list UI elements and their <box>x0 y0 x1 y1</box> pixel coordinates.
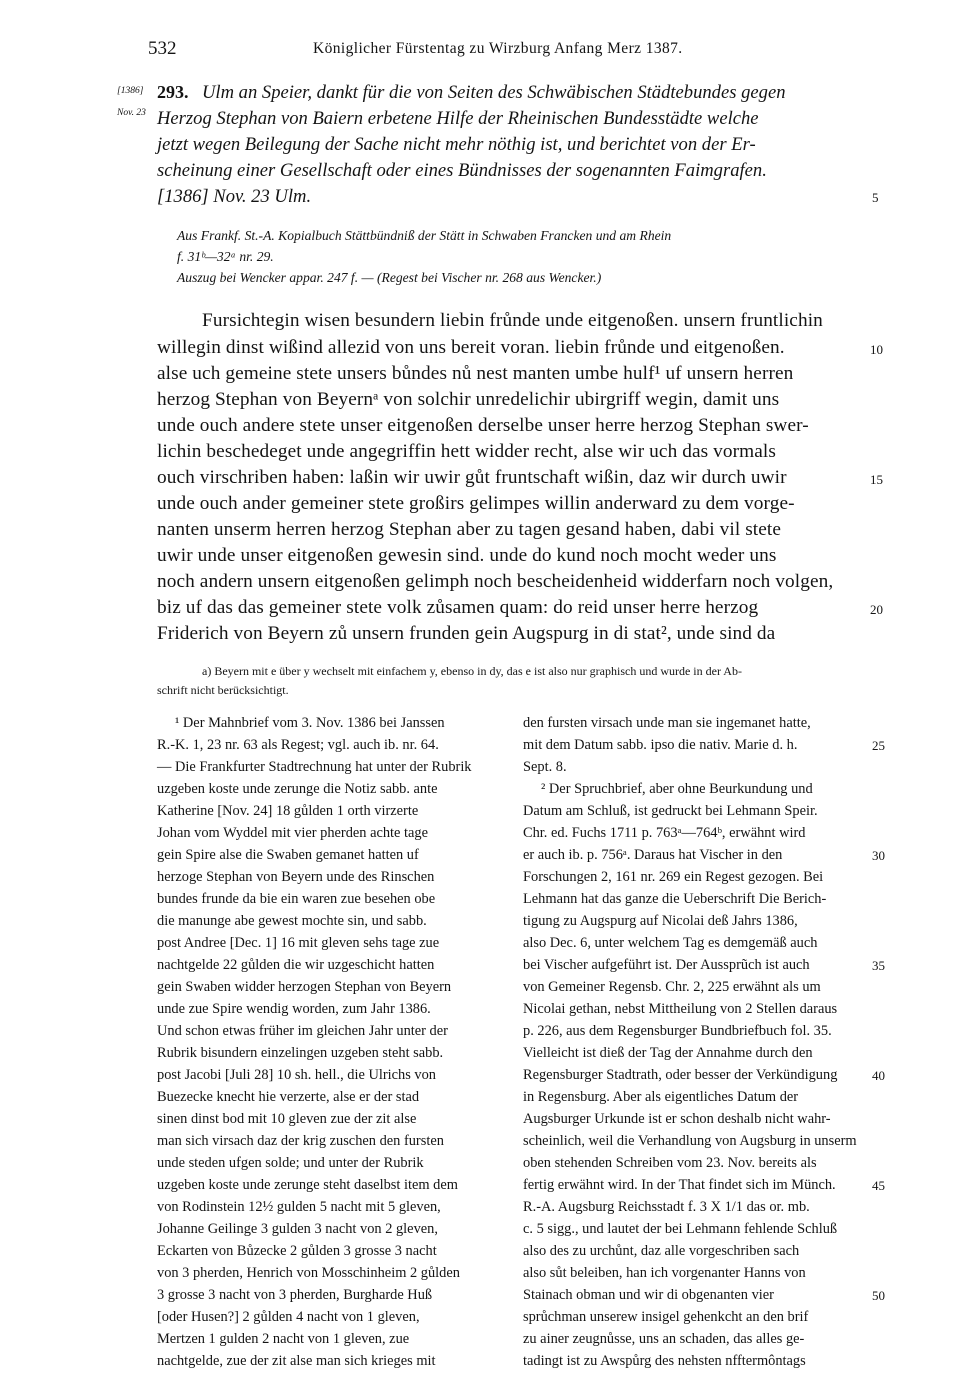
footnote-line: oben stehenden Schreiben vom 23. Nov. bereits als <box>523 1155 817 1171</box>
footnote-line: nachtgelde 22 gůlden die wir uzgeschicht hatten <box>157 957 435 973</box>
footnote-line: nachtgelde, zue der zit alse man sich krieges mit <box>157 1353 436 1369</box>
document-number: 293. <box>157 82 189 102</box>
footnote-line: also sůt beleiben, han ich vorgenanter Hanns von <box>523 1265 806 1281</box>
running-title: Königlicher Fürstentag zu Wirzburg Anfang Merz 1387. <box>313 40 683 57</box>
footnote-line: p. 226, aus dem Regensburger Bundbriefbuch fol. 35. <box>523 1023 832 1039</box>
source-line: Aus Frankf. St.-A. Kopialbuch Stättbündniß der Stätt in Schwaben Francken und am Rhein <box>177 228 672 243</box>
margin-date-day: Nov. 23 <box>117 108 146 118</box>
text-line: Fursichtegin wisen besundern liebin frůnde unde eitgenoßen. unsern fruntlichin <box>202 310 823 331</box>
footnote-line: Vielleicht ist dieß der Tag der Annahme durch den <box>523 1045 813 1061</box>
footnote-line: also des zu urchůnt, daz alle vorgeschriben sach <box>523 1243 800 1259</box>
footnote-line: Forschungen 2, 161 nr. 269 ein Regest gezogen. Bei <box>523 869 824 885</box>
footnote-line: R.-A. Augsburg Reichsstadt f. 3 X 1/1 das or. mb. <box>523 1199 810 1215</box>
footnote-line: Augsburger Urkunde ist er schon deshalb nicht wahr- <box>523 1111 831 1127</box>
footnote-line: ¹ Der Mahnbrief vom 3. Nov. 1386 bei Janssen <box>175 715 445 731</box>
footnote-line: Mertzen 1 gulden 2 nacht von 1 gleven, zue <box>157 1331 410 1347</box>
footnote-line: gein Swaben widder herzogen Stephan von Beyern <box>157 979 452 995</box>
footnote-line: in Regensburg. Aber als eigentliches Datum der <box>523 1089 799 1105</box>
footnote-line: zu ainer zeugnůsse, uns an schaden, das alles ge- <box>523 1331 805 1347</box>
footnote-line: man sich virsach daz der krig zuschen den fursten <box>157 1133 444 1149</box>
footnote-line: Sept. 8. <box>523 759 567 775</box>
footnote-line: von Gemeiner Regensb. Chr. 2, 225 erwähnt als um <box>523 979 821 995</box>
footnote-line: R.-K. 1, 23 nr. 63 als Regest; vgl. auch ib. nr. 64. <box>157 737 439 753</box>
text-line: nanten unserm herren herzog Stephan aber zu tagen gesand haben, dabi vil stete <box>157 519 782 540</box>
headnote-line: Herzog Stephan von Baiern erbetene Hilfe der Rheinischen Bundesstädte welche <box>157 108 759 129</box>
footnote-line: fertig erwähnt wird. In der That findet sich im Münch. <box>523 1177 836 1193</box>
footnote-line: Nicolai gethan, nebst Mittheilung von 2 Stellen daraus <box>523 1001 838 1017</box>
line-number: 25 <box>872 738 885 753</box>
footnote-line: von Rodinstein 12½ gulden 5 nacht mit 5 gleven, <box>157 1199 441 1215</box>
footnote-line: Und schon etwas früher im gleichen Jahr unter der <box>157 1023 448 1039</box>
line-number: 30 <box>872 848 885 863</box>
footnote-line: von 3 pherden, Henrich von Mosschinheim 2 gůlden <box>157 1265 460 1281</box>
source-line: f. 31ᵇ—32ᵃ nr. 29. <box>177 249 274 264</box>
margin-date-year: [1386] <box>117 86 144 96</box>
text-line: herzog Stephan von Beyernᵃ von solchir unredelichir ubirgriff wegin, damit uns <box>157 389 780 410</box>
footnote-line: sinen dinst bod mit 10 gleven zue der zit alse <box>157 1111 417 1127</box>
text-line: uwir unde unser eitgenoßen gewesin sind. unde do kund noch mocht weder uns <box>157 545 777 566</box>
footnote-line: ² Der Spruchbrief, aber ohne Beurkundung und <box>541 781 813 797</box>
footnote-line: Katherine [Nov. 24] 18 gůlden 1 orth virzerte <box>157 803 419 819</box>
footnote-line: bundes frunde da bie ein waren zue besehen obe <box>157 891 436 907</box>
footnote-line: er auch ib. p. 756ᵃ. Daraus hat Vischer in den <box>523 847 783 863</box>
footnote-line: also Dec. 6, unter welchem Tag es demgemäß auch <box>523 935 818 951</box>
apparatus-note: schrift nicht berücksichtigt. <box>157 683 289 697</box>
text-line: Friderich von Beyern zů unsern frunden gein Augspurg in di stat², unde sind da <box>157 623 776 644</box>
text-line: unde ouch andere stete unser eitgenoßen derselbe unser herre herzog Stephan swer- <box>157 415 809 436</box>
footnote-line: Lehmann hat das ganze die Ueberschrift Die Berich- <box>523 891 827 907</box>
footnote-line: Stainach obman und wir di obgenanten vier <box>523 1287 774 1303</box>
line-number: 10 <box>870 342 883 357</box>
headnote-line: jetzt wegen Beilegung der Sache nicht mehr nöthig ist, und berichtet von der Er- <box>157 134 756 155</box>
footnote-line: [oder Husen?] 2 gůlden 4 nacht von 1 gleven, <box>157 1309 420 1325</box>
footnote-line: Johanne Geilinge 3 gulden 3 nacht von 2 gleven, <box>157 1221 438 1237</box>
line-number: 50 <box>872 1288 885 1303</box>
text-line: ouch virschriben haben: laßin wir uwir gůt fruntschaft wißin, daz wir durch uwir <box>157 467 787 488</box>
footnote-line: post Jacobi [Juli 28] 10 sh. hell., die Ulrichs von <box>157 1067 436 1083</box>
footnote-line: c. 5 sigg., und lautet der bei Lehmann fehlende Schluß <box>523 1221 838 1237</box>
footnote-line: 3 grosse 3 nacht von 3 pherden, Burgharde Huß <box>157 1287 433 1303</box>
footnote-line: post Andree [Dec. 1] 16 mit gleven sehs tage zue <box>157 935 440 951</box>
footnote-line: tigung zu Augspurg auf Nicolai deß Jahrs 1386, <box>523 913 798 929</box>
footnote-line: uzgeben koste unde zerunge die Notiz sabb. ante <box>157 781 438 797</box>
line-number: 5 <box>872 190 879 205</box>
headnote-line: [1386] Nov. 23 Ulm. <box>157 186 312 207</box>
text-line: unde ouch ander gemeiner stete großirs gelimpes willin anderward zu dem vorge- <box>157 493 795 514</box>
footnote-line: Eckarten von Bůzecke 2 gůlden 3 grosse 3 nacht <box>157 1243 437 1259</box>
footnote-line: gein Spire alse die Swaben gemanet hatten uf <box>157 847 419 863</box>
line-number: 20 <box>870 602 883 617</box>
page-number: 532 <box>148 38 177 59</box>
footnote-line: Chr. ed. Fuchs 1711 p. 763ᵃ—764ᵇ, erwähnt wird <box>523 825 806 841</box>
footnote-line: scheinlich, weil die Verhandlung von Augsburg in unserm <box>523 1133 857 1149</box>
text-line: lichin beschedeget unde angegriffin hett widder recht, alse wir uch das vormals <box>157 441 776 462</box>
line-number: 40 <box>872 1068 885 1083</box>
footnote-line: mit dem Datum sabb. ipso die nativ. Marie d. h. <box>523 737 798 753</box>
footnote-line: sprůchman unserew insigel gehenkcht an den brif <box>523 1309 809 1325</box>
footnote-line: unde steden ufgen solde; und unter der Rubrik <box>157 1155 424 1171</box>
source-line: Auszug bei Wencker appar. 247 f. — (Regest bei Vischer nr. 268 aus Wencker.) <box>177 270 602 285</box>
footnote-line: Datum am Schluß, ist gedruckt bei Lehmann Speir. <box>523 803 818 819</box>
footnote-line: den fursten virsach unde man sie ingemanet hatte, <box>523 715 811 731</box>
footnote-line: die manunge abe gewest mochte sin, und sabb. <box>157 913 427 929</box>
apparatus-note: a) Beyern mit e über y wechselt mit einfachem y, ebenso in dy, das e ist also nur graphisch und wurde in der Ab- <box>202 664 742 678</box>
footnote-line: herzoge Stephan von Beyern unde des Rinschen <box>157 869 435 885</box>
headnote-line: scheinung einer Gesellschaft oder eines Bündnisses der sogenannten Faimgrafen. <box>157 160 767 181</box>
footnote-line: Buezecke knecht hie verzerte, alse er der stad <box>157 1089 420 1105</box>
footnote-line: Regensburger Stadtrath, oder besser der Verkündigung <box>523 1067 838 1083</box>
footnote-line: bei Vischer aufgeführt ist. Der Aussprũch ist auch <box>523 957 810 973</box>
footnote-line: Rubrik bisundern einzelingen uzgeben steht sabb. <box>157 1045 444 1061</box>
line-number: 15 <box>870 472 883 487</box>
separator-rule <box>158 710 864 711</box>
footnote-line: tadingt ist zu Awspůrg des nehsten nfftermôntags <box>523 1353 806 1369</box>
text-line: noch andern unsern eitgenoßen gelimph noch bescheidenheid widderfarn noch volgen, <box>157 571 834 592</box>
footnote-line: — Die Frankfurter Stadtrechnung hat unter der Rubrik <box>157 759 472 775</box>
text-line: biz uf das das gemeiner stete volk zůsamen quam: do reid unser herre herzog <box>157 597 759 618</box>
text-line: alse uch gemeine stete unsers bůndes nů nest manten umbe hulf¹ uf unsern herren <box>157 363 794 384</box>
footnote-line: unde zue Spire wendig worden, zum Jahr 1386. <box>157 1001 431 1017</box>
footnote-line: uzgeben koste unde zerunge steht daselbst item dem <box>157 1177 458 1193</box>
line-number: 35 <box>872 958 885 973</box>
footnote-line: Johan vom Wyddel mit vier pherden achte tage <box>157 825 429 841</box>
line-number: 45 <box>872 1178 885 1193</box>
text-line: willegin dinst wißind allezid von uns bereit voran. liebin frůnde und eitgenoßen. <box>157 337 785 358</box>
headnote-line: Ulm an Speier, dankt für die von Seiten des Schwäbischen Städtebundes gegen <box>202 82 786 103</box>
